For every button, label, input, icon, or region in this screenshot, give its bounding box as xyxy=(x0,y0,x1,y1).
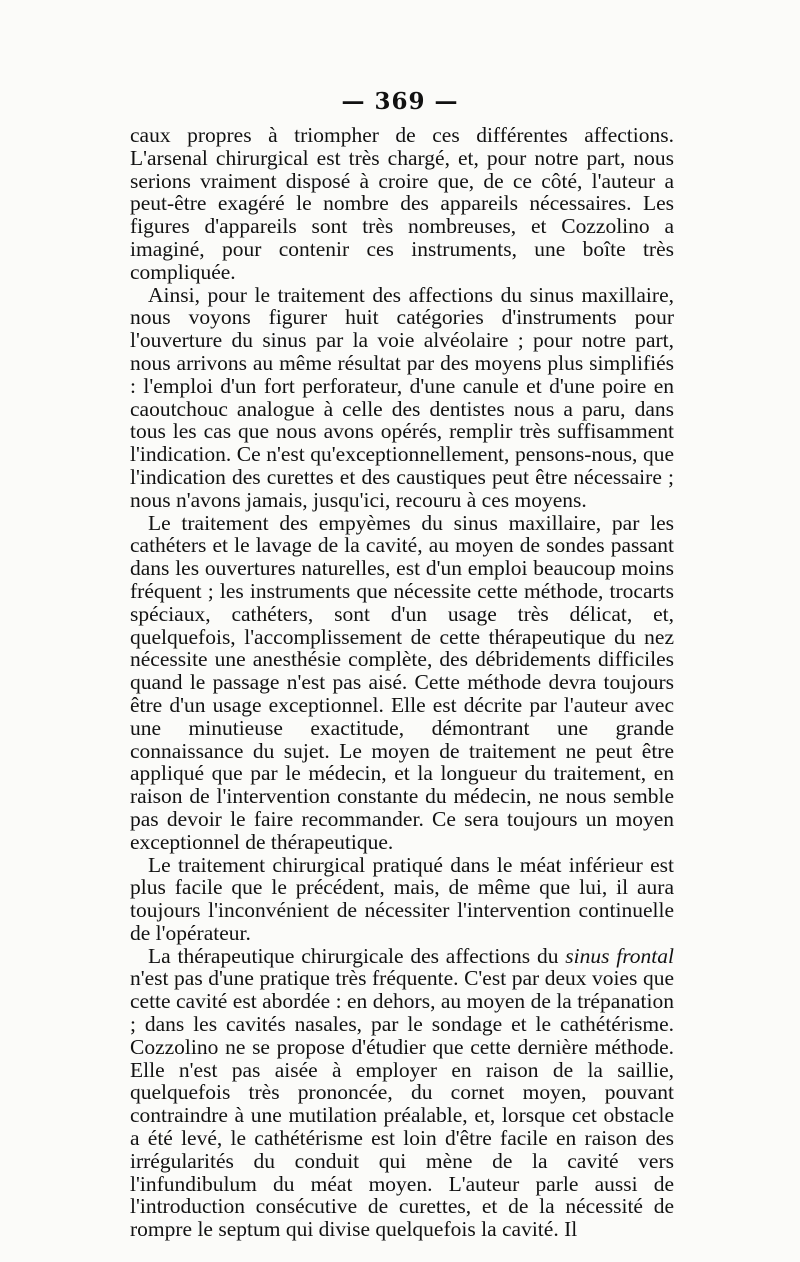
paragraph-3: Le traitement des empyèmes du sinus maxillaire, par les cathéters et le lavage de la cavité, au moyen de sondes passant dans les ouvertures naturelles, est d'un emploi beaucoup moins fréquent ; les instruments que nécessite cette méthode, trocarts spéciaux, cathéters, sont d'un usage très délicat, et, quelquefois, l'accomplissement de cette thérapeutique du nez nécessite une anesthésie complète, des débridements difficiles quand le passage n'est pas aisé. Cette méthode devra toujours être d'un usage exceptionnel. Elle est décrite par l'auteur avec une minutieuse exactitude, démontrant une grande connaissance du sujet. Le moyen de traitement ne peut être appliqué que par le médecin, et la longueur du traitement, en raison de l'intervention constante du médecin, ne nous semble pas devoir le faire recommander. Ce sera toujours un moyen exceptionnel de thérapeutique. xyxy=(130,510,674,854)
paragraph-1: caux propres à triompher de ces différentes affections. L'arsenal chirurgical est très chargé, et, pour notre part, nous serions vraiment disposé à croire que, de ce côté, l'auteur a peut-être exagéré le nombre des appareils nécessaires. Les figures d'appareils sont très nombreuses, et Cozzolino a imaginé, pour contenir ces instruments, une boîte très compliquée. xyxy=(130,123,674,284)
paragraph-2: Ainsi, pour le traitement des affections du sinus maxillaire, nous voyons figurer huit catégories d'instruments pour l'ouverture du sinus par la voie alvéolaire ; pour notre part, nous arrivons au même résultat par des moyens plus simplifiés : l'emploi d'un fort perforateur, d'une canule et d'une poire en caoutchouc analogue à celle des dentistes nous a paru, dans tous les cas que nous avons opérés, remplir très suffisamment l'indication. Ce n'est qu'exceptionnellement, pensons-nous, que l'indication des curettes et des caustiques peut être nécessaire ; nous n'avons jamais, jusqu'ici, recouru à ces moyens. xyxy=(130,282,674,512)
paragraph-5-rest: n'est pas d'une pratique très fréquente. C'est par deux voies que cette cavité est abordée : en dehors, au moyen de la trépanation ; dans les cavités nasales, par le sondage et le cathétérisme. Cozzolino ne se propose d'étudier que cette dernière méthode. Elle n'est pas aisée à employer en raison de la saillie, quelquefois très prononcée, du cornet moyen, pouvant contraindre à une mutilation préalable, et, lorsque cet obstacle a été levé, le cathétérisme est loin d'être facile en raison des irrégularités du conduit qui mène de la cavité vers l'infundibulum du méat moyen. L'auteur parle aussi de l'introduction consécutive de curettes, et de la nécessité de rompre le septum qui divise quelquefois la cavité. Il xyxy=(130,966,674,1242)
page-number: — 369 — xyxy=(341,88,459,115)
paragraph-5-lead: La thérapeutique chirurgicale des affections du xyxy=(148,943,566,968)
paragraph-4: Le traitement chirurgical pratiqué dans le méat inférieur est plus facile que le précédent, mais, de même que lui, il aura toujours l'inconvénient de nécessiter l'intervention continuelle de l'opérateur. xyxy=(130,852,674,945)
body-text xyxy=(130,124,674,1241)
sinus-frontal-term: sinus frontal xyxy=(565,943,674,968)
paragraph-5 xyxy=(130,945,674,1241)
